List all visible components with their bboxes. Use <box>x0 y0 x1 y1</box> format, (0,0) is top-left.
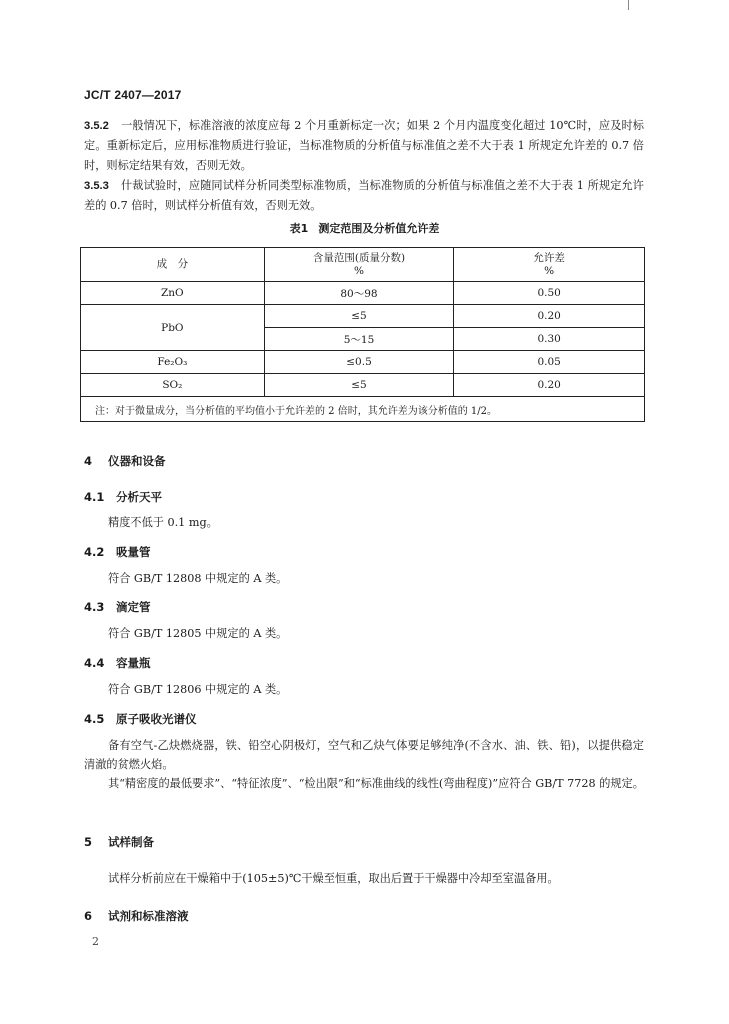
clause-number: 4.3 <box>84 600 105 614</box>
cell-range: ≤5 <box>264 374 454 397</box>
table-note-row <box>81 397 645 422</box>
table-note: 注：对于微量成分，当分析值的平均值小于允许差的 2 倍时，其允许差为该分析值的 1/2。 <box>81 397 645 422</box>
cell-tolerance: 0.05 <box>454 351 645 374</box>
table-row <box>81 282 645 305</box>
header-tolerance-unit: % <box>544 264 555 277</box>
table-row <box>81 351 645 374</box>
cell-component: ZnO <box>81 282 265 305</box>
table-title: 测定范围及分析值允许差 <box>318 222 440 235</box>
clause-title: 滴定管 <box>116 600 151 614</box>
cell-component: SO₂ <box>81 374 265 397</box>
table-row <box>81 374 645 397</box>
clause-text: 一般情况下，标准溶液的浓度应每 2 个月重新标定一次；如果 2 个月内温度变化超过 10℃时，应及时标定。重新标定后，应用标准物质进行验证，当标准物质的分析值与标准值之差不大于表 1 所规定允许差的 0.7 倍时，则标定结果有效，否则无效。 <box>84 119 644 172</box>
section-number: 6 <box>84 909 93 923</box>
clause-title: 吸量管 <box>116 545 151 559</box>
clause-number: 4.5 <box>84 712 105 726</box>
clause-4-1-text: 精度不低于 0.1 mg。 <box>108 516 218 529</box>
header-range <box>264 248 454 282</box>
cell-component: PbO <box>81 305 265 351</box>
clause-4-3-heading <box>84 599 151 615</box>
header-tolerance <box>454 248 645 282</box>
cell-tolerance: 0.20 <box>454 374 645 397</box>
cell-range: ≤5 <box>264 305 454 328</box>
header-range-label: 含量范围(质量分数) <box>312 251 406 264</box>
section-5-heading <box>84 834 154 850</box>
clause-title: 分析天平 <box>116 490 162 504</box>
clause-number: 4.2 <box>84 545 105 559</box>
cell-component: Fe₂O₃ <box>81 351 265 374</box>
section-number: 5 <box>84 835 93 849</box>
tolerance-table <box>80 247 645 422</box>
clause-title: 容量瓶 <box>116 656 151 670</box>
clause-4-5-heading <box>84 711 197 727</box>
clause-4-5-paragraph-2: 其“精密度的最低要求”、“特征浓度”、“检出限”和“标准曲线的线性(弯曲程度)”应符合 GB/T 7728 的规定。 <box>108 777 644 790</box>
clause-number: 3.5.2 <box>84 120 109 132</box>
clause-4-4-heading <box>84 655 151 671</box>
page-number: 2 <box>92 935 99 948</box>
section-5-text: 试样分析前应在干燥箱中于(105±5)℃干燥至恒重，取出后置于干燥器中冷却至室温备用。 <box>108 872 559 885</box>
table-caption <box>0 220 729 236</box>
scan-edge-mark <box>628 0 629 10</box>
clause-4-2-heading <box>84 544 151 560</box>
clause-4-3-text: 符合 GB/T 12805 中规定的 A 类。 <box>108 627 288 640</box>
table-number: 表1 <box>289 222 309 235</box>
header-range-unit: % <box>354 264 364 277</box>
cell-range: ≤0.5 <box>264 351 454 374</box>
section-title: 仪器和设备 <box>108 454 166 468</box>
table-row <box>81 305 645 328</box>
section-title: 试样制备 <box>108 835 155 849</box>
header-tolerance-label: 允许差 <box>533 251 565 264</box>
section-6-heading <box>84 908 189 924</box>
clause-text: 什裁试验时，应随同试样分析同类型标准物质，当标准物质的分析值与标准值之差不大于表 1 所规定允许差的 0.7 倍时，则试样分析值有效，否则无效。 <box>84 179 644 212</box>
clause-number: 4.4 <box>84 656 105 670</box>
clause-4-5-paragraph-1: 备有空气-乙炔燃烧器，铁、铅空心阴极灯，空气和乙炔气体要足够纯净(不含水、油、铁、铅)，以提供稳定清澈的贫燃火焰。 <box>84 739 644 771</box>
clause-title: 原子吸收光谱仪 <box>116 712 197 726</box>
clause-4-4-text: 符合 GB/T 12806 中规定的 A 类。 <box>108 683 288 696</box>
clause-3-5-2 <box>84 116 644 176</box>
cell-tolerance: 0.50 <box>454 282 645 305</box>
cell-range: 80～98 <box>264 282 454 305</box>
section-4-heading <box>84 453 166 469</box>
clause-number: 3.5.3 <box>84 180 109 192</box>
clause-3-5-3 <box>84 176 644 216</box>
cell-tolerance: 0.30 <box>454 328 645 351</box>
cell-range: 5～15 <box>264 328 454 351</box>
section-title: 试剂和标准溶液 <box>108 909 189 923</box>
clause-4-2-text: 符合 GB/T 12808 中规定的 A 类。 <box>108 572 288 585</box>
table-header-row <box>81 248 645 282</box>
cell-tolerance: 0.20 <box>454 305 645 328</box>
header-component: 成 分 <box>81 248 265 282</box>
standard-code-header: JC/T 2407—2017 <box>84 88 182 102</box>
section-number: 4 <box>84 454 93 468</box>
clause-4-1-heading <box>84 489 162 505</box>
clause-number: 4.1 <box>84 490 105 504</box>
